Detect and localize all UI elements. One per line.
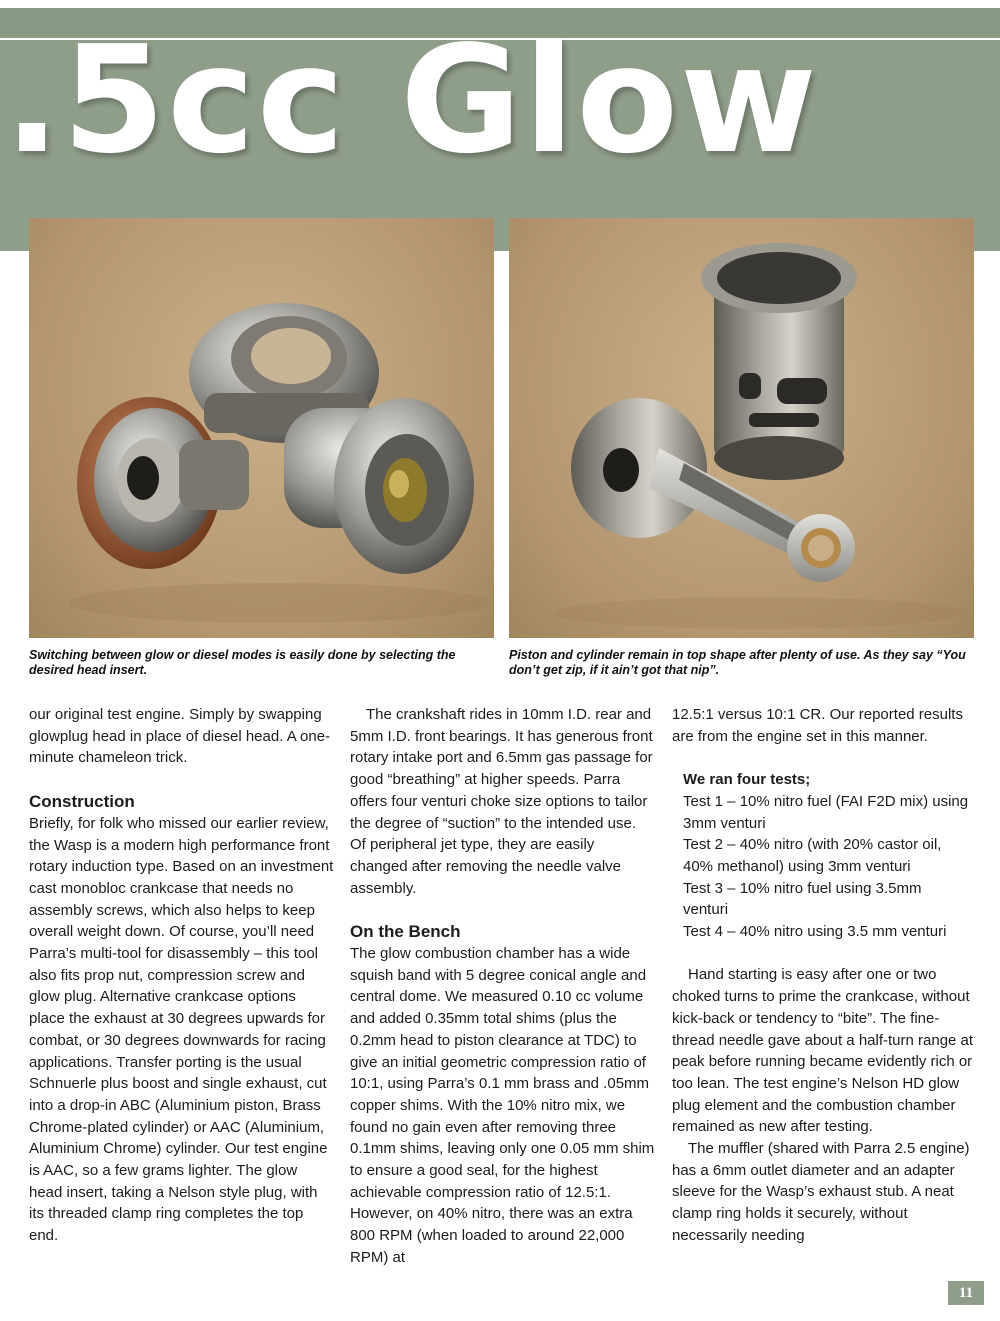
tests-list xyxy=(672,791,977,943)
column3-intro: 12.5:1 versus 10:1 CR. Our reported results are from the engine set in this manner. xyxy=(672,706,963,745)
column3-paragraph-1: Hand starting is easy after one or two choked turns to prime the crankcase, without kick-back or tendency to “bite”. The fine-thread needle gave about a half-turn range at peak before running became evidently rich or too lean. The test engine’s Nelson HD glow plug element and the combustion chamber remained as new after testing. xyxy=(672,966,974,1136)
piston-cylinder-photo xyxy=(509,218,974,638)
list-item: Test 1 – 10% nitro fuel (FAI F2D mix) using 3mm venturi xyxy=(683,792,969,832)
article-column-1 xyxy=(29,704,334,1247)
list-item: Test 3 – 10% nitro fuel using 3.5mm venturi xyxy=(683,879,922,919)
column1-intro: our original test engine. Simply by swapping glowplug head in place of diesel head. A one-minute chameleon trick. xyxy=(29,706,331,767)
on-the-bench-heading: On the Bench xyxy=(350,922,461,942)
list-item: Test 2 – 40% nitro (with 20% castor oil, 40% methanol) using 3mm venturi xyxy=(683,836,942,875)
article-column-3 xyxy=(672,704,977,1247)
page-title: .5cc Glow xyxy=(4,14,819,186)
right-photo-caption: Piston and cylinder remain in top shape after plenty of use. As they say “You don’t get zip, if it ain’t got that nip”. xyxy=(509,648,966,677)
page-number: 11 xyxy=(948,1281,984,1305)
construction-heading: Construction xyxy=(29,791,135,811)
head-inserts-photo xyxy=(29,218,494,638)
construction-body: Briefly, for folk who missed our earlier review, the Wasp is a modern high performance front rotary induction type. Based on an investment cast monobloc crankcase that needs no assembly screws, which also helps to keep overall weight down. Of course, you’ll need Parra’s multi-tool for disassembly – this tool also fits prop nut, compression screw and glow plug. Alternative crankcase options place the exhaust at 30 degrees upwards for combat, or 30 degrees downwards for racing applications. Transfer porting is the usual Schnuerle plus boost and single exhaust, cut into a drop-in ABC (Aluminium piston, Brass Chrome-plated cylinder) or AAC (Aluminium, Aluminium Chrome) cylinder. Our test engine is AAC, so a few grams lighter. The glow head insert, taking a Nelson style plug, with its threaded clamp ring completes the top end. xyxy=(29,814,334,1245)
article-column-2 xyxy=(350,704,655,1269)
left-photo-caption: Switching between glow or diesel modes is easily done by selecting the desired head insert. xyxy=(29,648,456,677)
column2-intro: The crankshaft rides in 10mm I.D. rear and 5mm I.D. front bearings. It has generous front rotary intake port and 6.5mm gas passage for good “breathing” at higher speeds. Parra offers four venturi choke size options to tailor the degree of “suction” to the intended use. Of peripheral jet type, they are easily changed after removing the needle valve assembly. xyxy=(350,706,653,897)
on-the-bench-body: The glow combustion chamber has a wide squish band with 5 degree conical angle and central dome. We measured 0.10 cc volume and added 0.35mm total shims (plus the 0.2mm head to piston clearance at TDC) to give an initial geometric compression ratio of 10:1, using Parra’s 0.1 mm brass and .05mm copper shims. With the 10% nitro mix, we found no gain even after removing three 0.1mm shims, leaving only one 0.05 mm shim to ensure a good seal, for the highest achievable compression ratio of 12.5:1. However, on 40% nitro, there was an extra 800 RPM (when loaded to around 22,000 RPM) at xyxy=(350,945,655,1266)
list-item: Test 4 – 40% nitro using 3.5 mm venturi xyxy=(683,923,947,941)
column3-paragraph-2: The muffler (shared with Parra 2.5 engine) has a 6mm outlet diameter and an adapter sleeve for the Wasp’s exhaust stub. A neat clamp ring holds it securely, without necessarily needing xyxy=(672,1140,970,1244)
tests-heading: We ran four tests; xyxy=(683,771,811,789)
